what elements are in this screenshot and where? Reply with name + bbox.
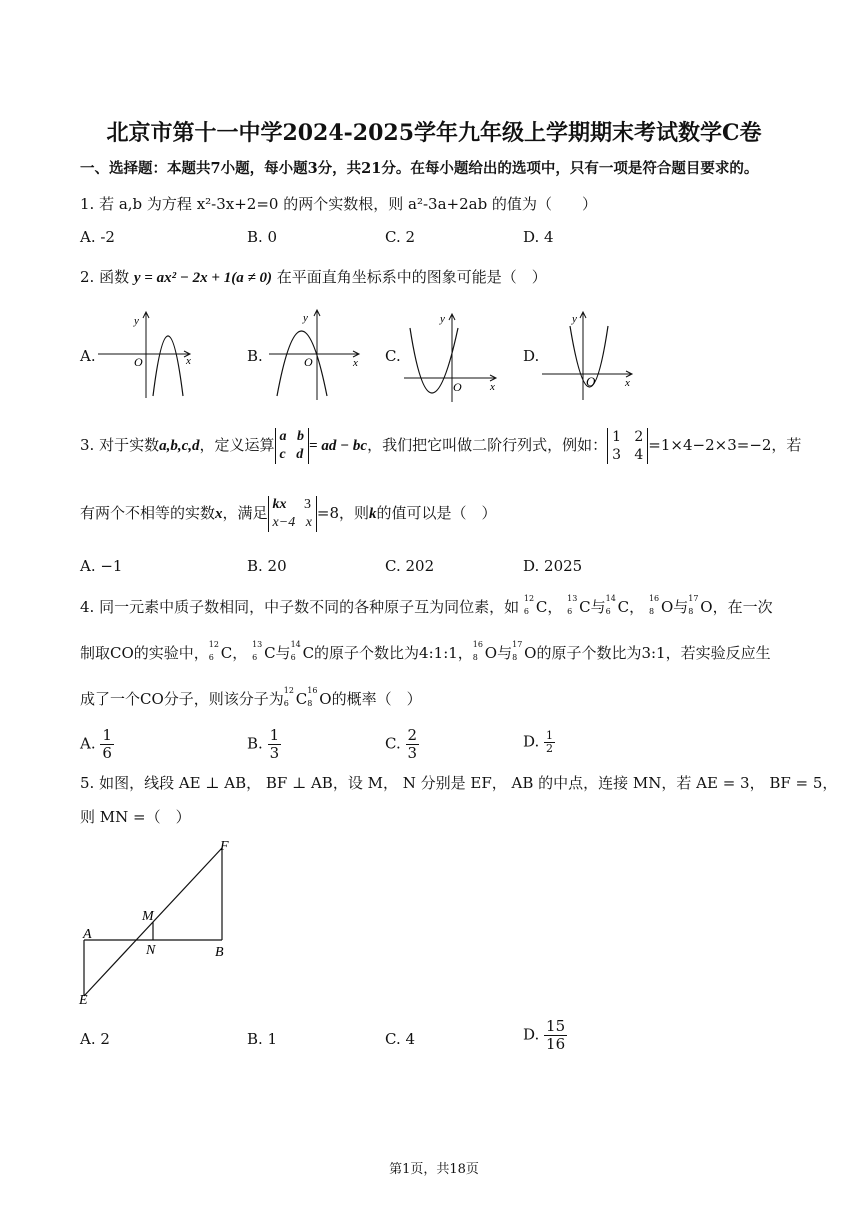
q2d-x-label: x: [625, 377, 630, 389]
q5-option-c: C. 4: [385, 1030, 416, 1048]
q4-option-c: C. $\frac{2}{3}$: [385, 726, 418, 762]
q3-determinant-example: 1 2 3 4: [607, 428, 648, 464]
q3-option-a: A. −1: [80, 557, 123, 575]
q3-determinant-condition: kx 3 x−4 x: [268, 496, 317, 532]
q1-option-b: B. 0: [247, 228, 278, 246]
question-5-line-2: 则 MN =（ ）: [80, 808, 191, 826]
q5-option-a: A. 2: [80, 1030, 110, 1048]
q3-determinant-definition: a b c d: [275, 428, 310, 464]
q2-option-a-label: A.: [80, 347, 96, 365]
q2b-origin: O: [304, 355, 313, 369]
q2d-origin: O: [586, 374, 596, 389]
label-f: F: [220, 839, 229, 854]
q2c-y-label: y: [440, 313, 445, 325]
q1-option-a: A. -2: [80, 228, 115, 246]
page-title: 北京市第十一中学2024-2025学年九年级上学期期末考试数学C卷: [106, 120, 762, 146]
q4-option-a: A. $\frac{1}{6}$: [80, 726, 112, 762]
q2-formula: y = ax² − 2x + 1(a ≠ 0): [133, 270, 272, 286]
question-3-line-1: 3. 对于实数a,b,c,d，定义运算 a b c d = ad − bc，我们把它叫做二阶行列式，例如： 1 2 3 4 =1×4−2×3=−2，若: [80, 429, 802, 463]
q4-option-d: D. $\frac{1}{2}$: [523, 729, 554, 755]
q1-option-d: D. 4: [523, 228, 554, 246]
q2b-x-label: x: [353, 357, 358, 369]
q1-option-c: C. 2: [385, 228, 416, 246]
q2a-y-label: y: [134, 315, 139, 327]
question-1-text: 1. 若 a,b 为方程 x²-3x+2=0 的两个实数根，则 a²-3a+2ab 的值为（ ）: [80, 195, 597, 213]
label-n: N: [146, 943, 156, 958]
label-b: B: [215, 945, 224, 960]
question-3-line-2: 有两个不相等的实数x，满足 kx 3 x−4 x =8，则k的值可以是（ ）: [80, 497, 497, 530]
q2c-origin: O: [453, 380, 462, 394]
q5-option-d: D. $\frac{15}{16}$: [523, 1017, 566, 1053]
question-2-text: 2. 函数 y = ax² − 2x + 1(a ≠ 0) 在平面直角坐标系中的图象可能是（ ）: [80, 268, 547, 286]
q2-option-b-label: B.: [247, 347, 263, 365]
q2-option-c-label: C.: [385, 347, 401, 365]
q5-option-b: B. 1: [247, 1030, 278, 1048]
q2-graph-c: [402, 310, 502, 406]
q2b-y-label: y: [303, 312, 308, 324]
question-5-line-1: 5. 如图，线段 AE ⊥ AB， BF ⊥ AB，设 M， N 分别是 EF， AB 的中点，连接 MN，若 AE = 3， BF = 5，: [80, 774, 838, 792]
q2d-y-label: y: [572, 313, 577, 325]
label-m: M: [142, 909, 154, 924]
q3-option-d: D. 2025: [523, 557, 583, 575]
question-4-line-2: 制取CO的实验中， 12 6 C， 13 6 C与 14 6 C的原子个数比为4:1:1， 16 8 O与 17 8 O的原子个数比为3:1，若实验反应生: [80, 640, 771, 662]
q2c-x-label: x: [490, 381, 495, 393]
q2a-origin: O: [134, 355, 143, 369]
q2a-x-label: x: [186, 355, 191, 367]
section-header: 一、选择题：本题共7小题，每小题3分，共21分。在每小题给出的选项中，只有一项是符合题目要求的。: [80, 160, 759, 177]
question-4-line-3: 成了一个CO分子，则该分子为 12 6 C 16 8 O的概率（ ）: [80, 686, 422, 708]
question-4-line-1: 4. 同一元素中质子数相同，中子数不同的各种原子互为同位素，如 12 6 C， 13 6 C与 14 6 C， 16 8 O与 17 8 O，在一次: [80, 594, 773, 616]
q5-figure: [74, 836, 244, 1012]
q2-graph-b: [265, 306, 365, 402]
q2-graph-d: [540, 308, 640, 404]
label-e: E: [79, 993, 88, 1008]
q4-option-b: B. $\frac{1}{3}$: [247, 726, 280, 762]
page-footer: 第1页，共18页: [389, 1162, 479, 1177]
q2-graph-a: [98, 306, 198, 402]
label-a: A: [83, 927, 92, 942]
q2-option-d-label: D.: [523, 347, 540, 365]
q3-option-c: C. 202: [385, 557, 435, 575]
q3-option-b: B. 20: [247, 557, 287, 575]
